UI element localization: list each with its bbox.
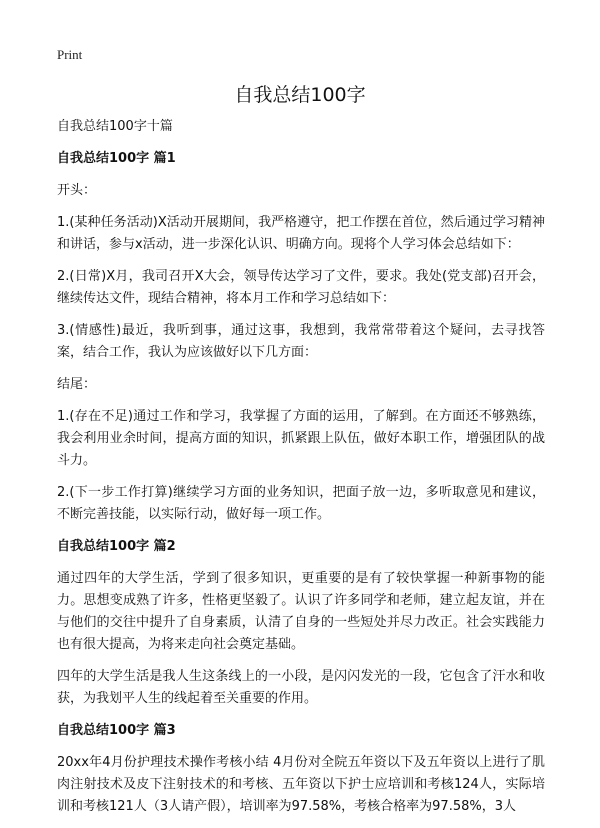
- paragraph: 四年的大学生活是我人生这条线上的一小段，是闪闪发光的一段，它包含了汗水和收获，为我划平人生的线起着至关重要的作用。: [57, 669, 545, 706]
- document-body: [57, 116, 545, 828]
- paragraph: 1.(存在不足)通过工作和学习，我掌握了方面的运用，了解到。在方面还不够熟练，我会利用业余时间，提高方面的知识，抓紧跟上队伍，做好本职工作，增强团队的战斗力。: [57, 409, 545, 468]
- paragraph: 通过四年的大学生活，学到了很多知识，更重要的是有了较快掌握一种新事物的能力。思想变成熟了许多，性格更坚毅了。认识了许多同学和老师，建立起友谊，并在与他们的交往中提升了自身素质，认清了自身的一些短处并尽力改正。社会实践能力也有很大提高，为将来走向社会奠定基础。: [57, 571, 545, 652]
- document-subtitle: 自我总结100字十篇: [57, 119, 173, 134]
- paragraph: 3.(情感性)最近，我听到事，通过这事，我想到，我常常带着这个疑问，去寻找答案，结合工作，我认为应该做好以下几方面：: [57, 323, 545, 360]
- paragraph: 2.(下一步工作打算)继续学习方面的业务知识，把面子放一边，多听取意见和建议，不断完善技能，以实际行动，做好每一项工作。: [57, 485, 545, 522]
- section-heading-2: 自我总结100字 篇2: [57, 539, 176, 554]
- section-heading-1: 自我总结100字 篇1: [57, 151, 176, 166]
- print-link[interactable]: Print: [57, 47, 83, 62]
- page-title: 自我总结100字: [234, 84, 366, 106]
- section-heading-3: 自我总结100字 篇3: [57, 723, 176, 738]
- paragraph: 结尾：: [57, 377, 97, 392]
- paragraph: 20xx年4月份护理技术操作考核小结 4月份对全院五年资以下及五年资以上进行了肌肉注射技术及皮下注射技术的和考核、五年资以下护士应培训和考核124人，实际培训和考核121人（3人请产假），培训率为97.58%，考核合格率为97.58%，3人: [57, 755, 545, 814]
- paragraph: 开头：: [57, 183, 97, 198]
- paragraph: 1.(某种任务活动)X活动开展期间，我严格遵守，把工作摆在首位，然后通过学习精神和讲话，参与x活动，进一步深化认识、明确方向。现将个人学习体会总结如下：: [57, 215, 545, 252]
- paragraph: 2.(日常)X月，我司召开X大会，领导传达学习了文件，要求。我处(党支部)召开会，继续传达文件，现结合精神，将本月工作和学习总结如下：: [57, 269, 545, 306]
